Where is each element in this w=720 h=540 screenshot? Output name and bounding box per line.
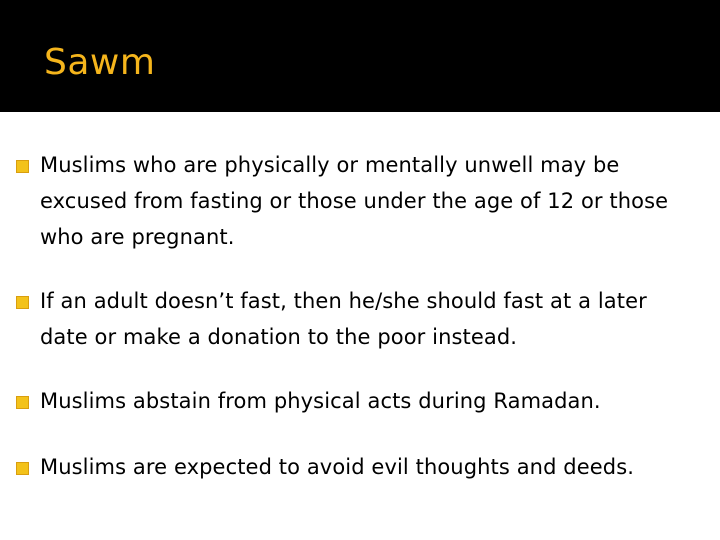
bullet-item <box>16 147 696 255</box>
bullet-text: Muslims abstain from physical acts during Ramadan. <box>40 389 601 413</box>
bullet-item <box>16 283 696 355</box>
bullet-item <box>16 449 696 485</box>
square-bullet-icon <box>16 160 29 173</box>
bullet-text: If an adult doesn’t fast, then he/she should fast at a later date or make a donation to the poor instead. <box>40 289 647 349</box>
slide-title: Sawm <box>44 42 156 83</box>
bullet-text: Muslims who are physically or mentally unwell may be excused from fasting or those under the age of 12 or those who are pregnant. <box>40 153 669 249</box>
square-bullet-icon <box>16 462 29 475</box>
square-bullet-icon <box>16 296 29 309</box>
bullet-text: Muslims are expected to avoid evil thoughts and deeds. <box>40 455 635 479</box>
bullet-item <box>16 383 696 419</box>
square-bullet-icon <box>16 396 29 409</box>
